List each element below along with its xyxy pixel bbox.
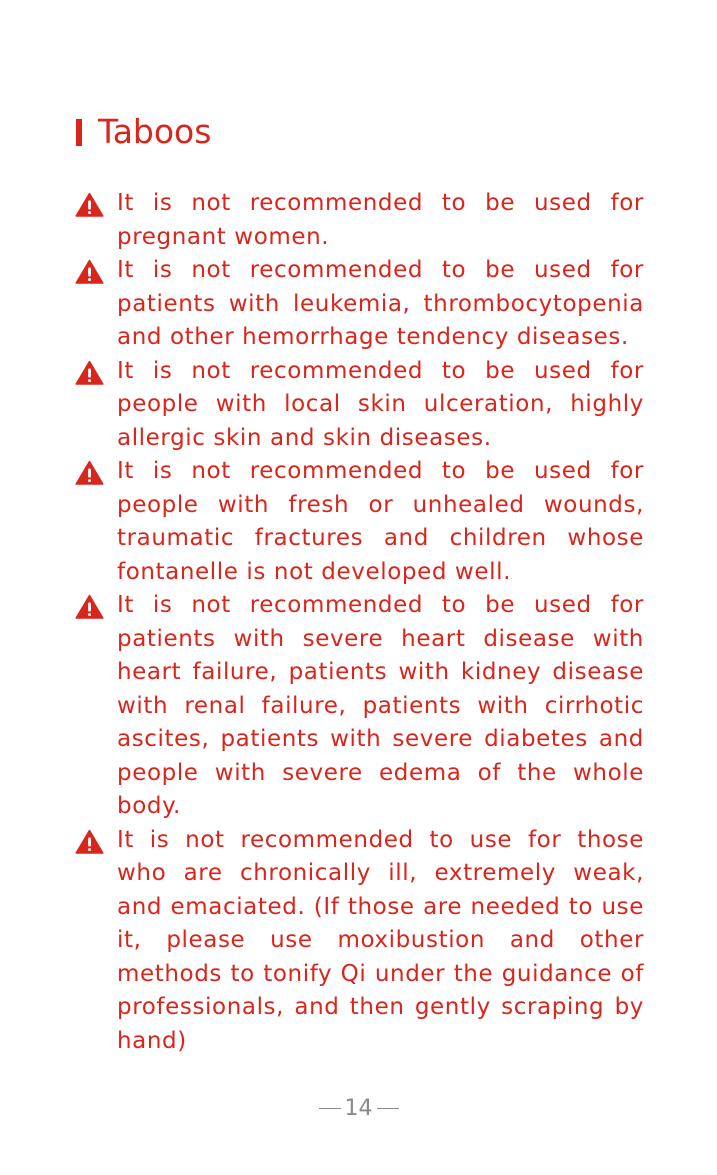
taboos-list (74, 187, 644, 1058)
warning-icon (75, 594, 104, 619)
list-item (74, 589, 644, 824)
taboo-text: It is not recommended to be used for people with local skin ulceration, highly allergic skin and skin diseases. (117, 357, 644, 451)
warning-icon (75, 360, 104, 385)
section-heading (76, 110, 211, 154)
list-item (74, 187, 644, 254)
list-item (74, 824, 644, 1059)
heading-bar-marker (76, 119, 82, 146)
taboo-text: It is not recommended to be used for patients with leukemia, thrombocytopenia and other hemorrhage tendency diseases. (117, 257, 644, 350)
footer-dash-left (319, 1108, 341, 1109)
warning-icon (75, 460, 104, 485)
taboo-text: It is not recommended to be used for patients with severe heart disease with heart failure, patients with kidney disease with renal failure, patients with cirrhotic ascites, patients with severe diabetes and people with severe edema of the whole body. (117, 592, 644, 819)
taboo-text: It is not recommended to use for those who are chronically ill, extremely weak, and emaciated. (If those are needed to use it, please use moxibustion and other methods to tonify Qi under the guidance of professionals, and then gently scraping by hand) (117, 826, 644, 1054)
taboo-text: It is not recommended to be used for pregnant women. (117, 190, 644, 250)
taboo-text: It is not recommended to be used for people with fresh or unhealed wounds, traumatic fractures and children whose fontanelle is not developed well. (117, 458, 644, 585)
warning-icon (75, 192, 104, 217)
footer-dash-right (377, 1108, 399, 1109)
list-item (74, 254, 644, 355)
page-footer (0, 1096, 717, 1121)
page-number: 14 (344, 1096, 373, 1121)
list-item (74, 455, 644, 589)
warning-icon (75, 259, 104, 284)
list-item (74, 355, 644, 456)
section-title: Taboos (98, 112, 212, 151)
warning-icon (75, 829, 104, 854)
